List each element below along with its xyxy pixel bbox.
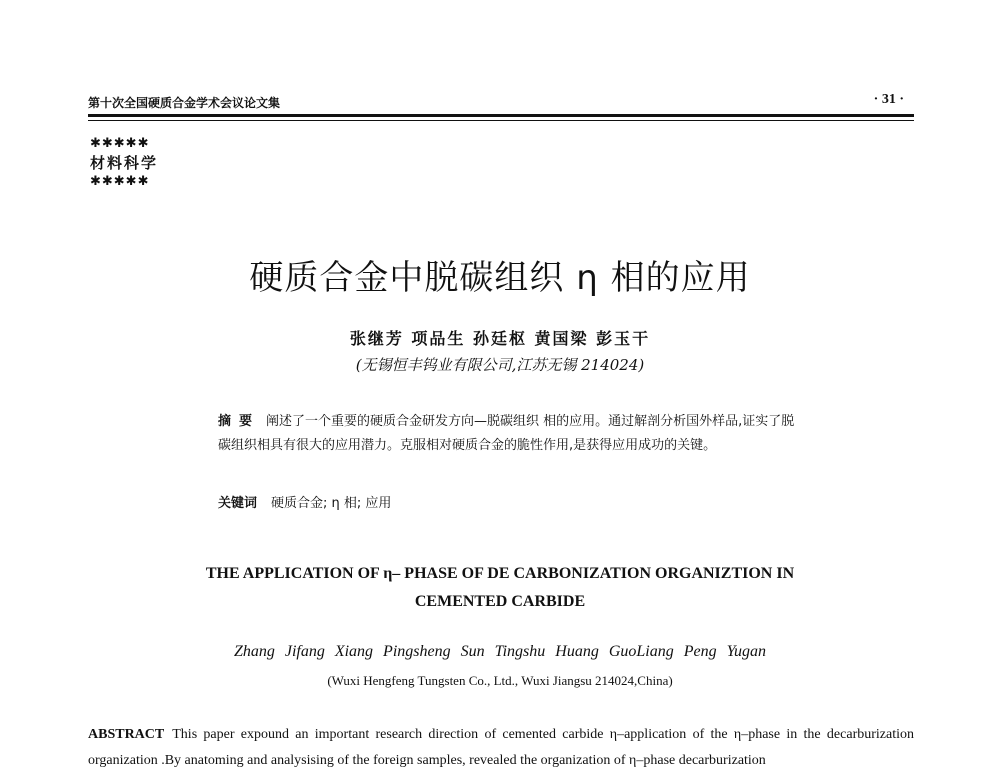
star-border-top-icon: ✱✱✱✱✱ (90, 136, 150, 151)
abstract-cn-text: 阐述了一个重要的硬质合金研发方向—脱碳组织 相的应用。通过解剖分析国外样品,证实了脱碳组织相具有很大的应用潜力。克服相对硬质合金的脆性作用,是获得应用成功的关键。 (218, 414, 795, 453)
affiliation-en: (Wuxi Hengfeng Tungsten Co., Ltd., Wuxi Jiangsu 214024,China) (327, 673, 673, 688)
header-rule-thin (88, 120, 914, 121)
abstract-en (88, 722, 914, 774)
abstract-cn (218, 410, 798, 458)
header-rule-thick (88, 114, 914, 117)
page-number: · 31 · (873, 92, 904, 107)
paper-title-en (0, 560, 1000, 616)
running-header (88, 86, 914, 112)
section-badge (88, 136, 208, 190)
abstract-en-text: This paper expound an important research direction of cemented carbide η–application of the η–phase in the decarburization organization .By anatoming and analysising of the foreign samples, revealed the organization of η–phase decarburization (88, 727, 914, 768)
authors-cn: 张继芳 项品生 孙廷枢 黄国梁 彭玉干 (349, 329, 651, 348)
section-label: 材料科学 (90, 154, 159, 172)
keywords-cn-text: 硬质合金; η 相; 应用 (271, 496, 392, 511)
paper-title-en-line1: THE APPLICATION OF η– PHASE OF DE CARBONIZATION ORGANIZTION IN (205, 565, 795, 582)
star-border-bottom-icon: ✱✱✱✱✱ (90, 174, 150, 189)
proceedings-title: 第十次全国硬质合金学术会议论文集 (88, 96, 281, 110)
keywords-cn-label: 关键词 (218, 496, 258, 511)
paper-title-en-line2: CEMENTED CARBIDE (414, 593, 586, 610)
affiliation-cn: (无锡恒丰钨业有限公司,江苏无锡 214024) (355, 356, 645, 374)
abstract-en-label: ABSTRACT (88, 727, 165, 742)
keywords-cn (218, 492, 798, 511)
authors-en: Zhang Jifang Xiang Pingsheng Sun Tingshu Huang GuoLiang Peng Yugan (233, 643, 767, 660)
paper-title-cn: 硬质合金中脱碳组织 η 相的应用 (249, 258, 751, 298)
abstract-cn-label: 摘要 (218, 414, 261, 429)
